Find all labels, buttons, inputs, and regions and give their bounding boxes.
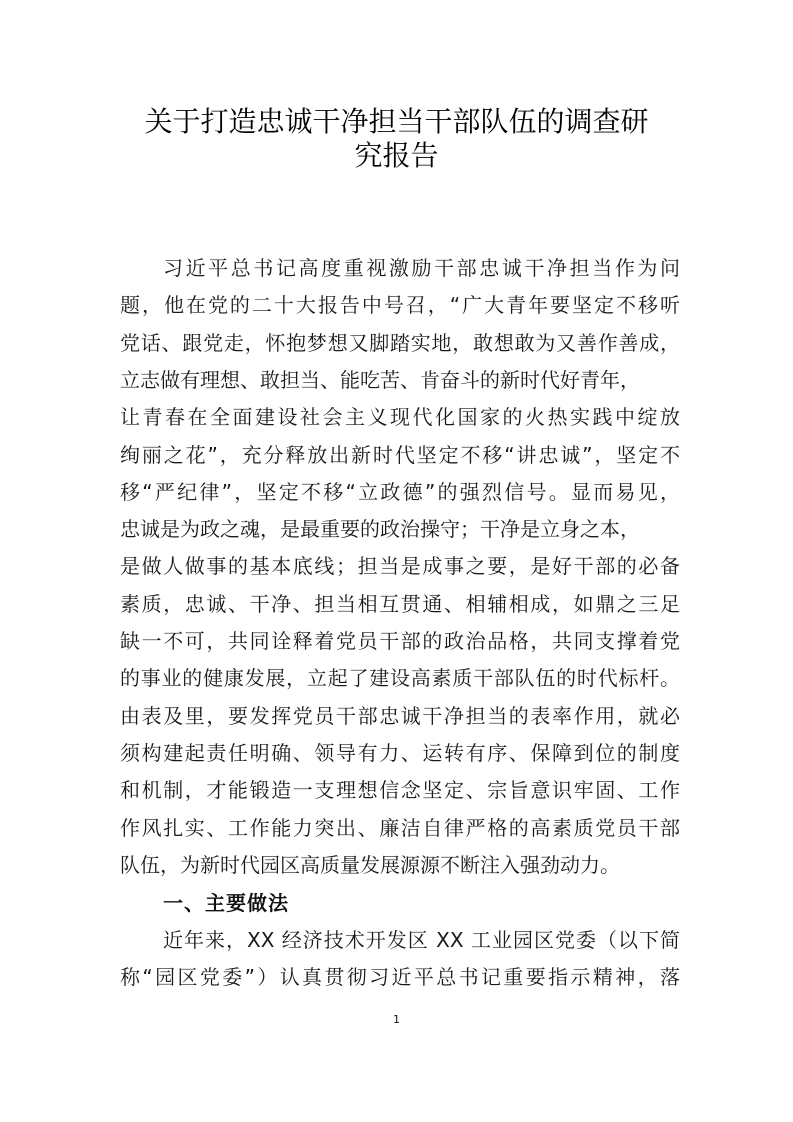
text-line: 忠诚是为政之魂，是最重要的政治操守；干净是立身之本， bbox=[120, 517, 640, 542]
text-line: 是做人做事的基本底线；担当是成事之要，是好干部的必备 bbox=[120, 554, 680, 579]
text-line: 作风扎实、工作能力突出、廉洁自律严格的高素质党员干部 bbox=[120, 815, 680, 840]
text-line: 称“园区党委”）认真贯彻习近平总书记重要指示精神，落 bbox=[120, 965, 680, 990]
text-line: 由表及里，要发挥党员干部忠诚干净担当的表率作用，就必 bbox=[120, 703, 680, 728]
document-title-line-1: 关于打造忠诚干净担当干部队伍的调查研 bbox=[144, 105, 649, 138]
text-line: 缺一不可，共同诠释着党员干部的政治品格，共同支撑着党 bbox=[120, 629, 680, 653]
text-line: 近年来，XX 经济技术开发区 XX 工业园区党委（以下简 bbox=[163, 928, 680, 952]
text-line: 题，他在党的二十大报告中号召，“广大青年要坚定不移听 bbox=[120, 293, 680, 318]
text-line: 立志做有理想、敢担当、能吃苦、肯奋斗的新时代好青年， bbox=[120, 367, 640, 392]
text-line: 和机制，才能锻造一支理想信念坚定、宗旨意识牢固、工作 bbox=[120, 778, 680, 803]
text-line: 移“严纪律”，坚定不移“立政德”的强烈信号。显而易见， bbox=[120, 479, 680, 504]
text-line: 绚丽之花”，充分释放出新时代坚定不移“讲忠诚”，坚定不 bbox=[120, 442, 680, 467]
section-heading: 一、主要做法 bbox=[163, 891, 289, 915]
text-line: 党话、跟党走，怀抱梦想又脚踏实地，敢想敢为又善作善成， bbox=[120, 330, 680, 355]
text-line: 须构建起责任明确、领导有力、运转有序、保障到位的制度 bbox=[120, 740, 680, 765]
text-line: 素质，忠诚、干净、担当相互贯通、相辅相成，如鼎之三足 bbox=[120, 591, 680, 616]
text-line: 队伍，为新时代园区高质量发展源源不断注入强劲动力。 bbox=[120, 852, 620, 877]
document-title-line-2: 究报告 bbox=[354, 139, 439, 172]
text-line: 习近平总书记高度重视激励干部忠诚干净担当作为问 bbox=[163, 256, 680, 280]
text-line: 的事业的健康发展，立起了建设高素质干部队伍的时代标杆。 bbox=[120, 666, 680, 691]
text-line: 让青春在全面建设社会主义现代化国家的火热实践中绽放 bbox=[120, 405, 680, 430]
page-number: 1 bbox=[393, 1013, 400, 1026]
